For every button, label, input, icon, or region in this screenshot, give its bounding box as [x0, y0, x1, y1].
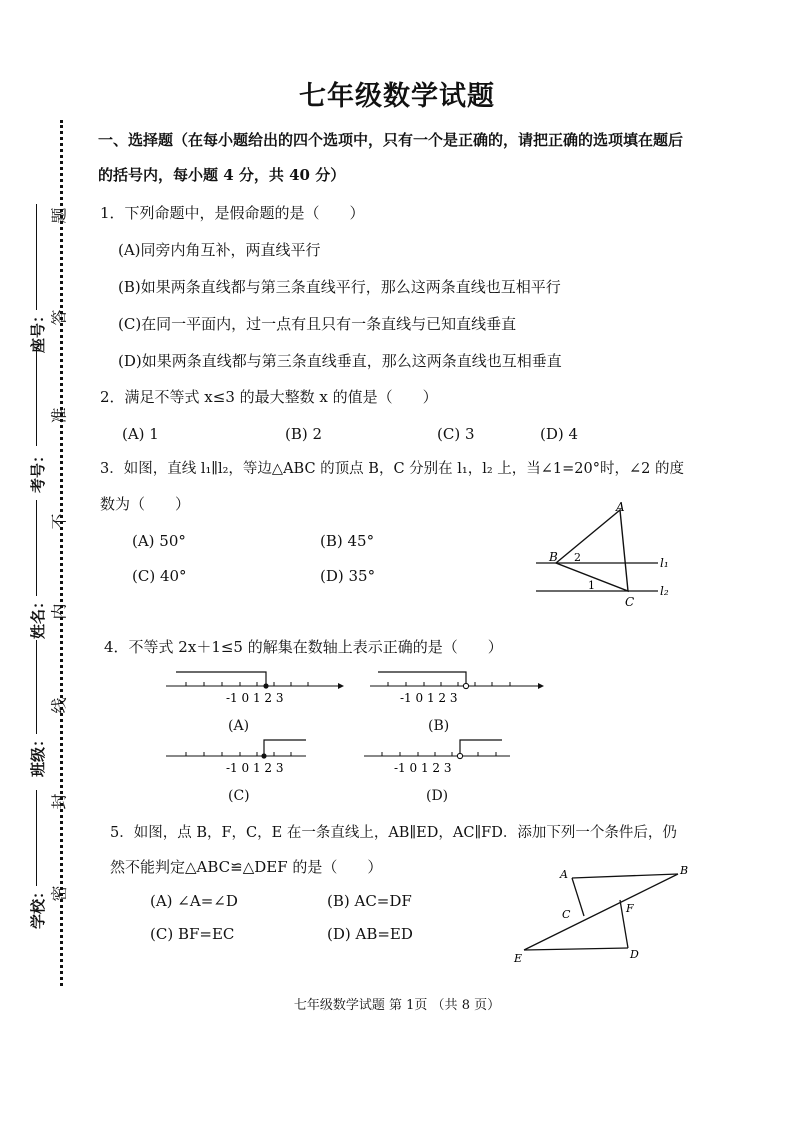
section-heading-line1: 一、选择题（在每小题给出的四个选项中，只有一个是正确的，请把正确的选项填在题后: [98, 131, 684, 149]
q2-option-d: (D) 4: [540, 425, 579, 443]
seal-char: 题: [49, 207, 69, 224]
q5-option-a: (A) ∠A=∠D: [150, 892, 238, 910]
q4-numberline-a: [166, 664, 346, 706]
exam-no-label: 考号：: [29, 447, 47, 493]
exam-no-underline: [36, 348, 37, 446]
q2-option-a: (A) 1: [122, 425, 159, 443]
q5-option-d: (D) AB=ED: [327, 925, 413, 943]
seal-char: 封: [49, 793, 69, 810]
q4-numberline-b: [370, 664, 550, 706]
q1-option-d: (D)如果两条直线都与第三条直线垂直，那么这两条直线也互相垂直: [118, 352, 562, 370]
angle-2-label: 2: [574, 551, 581, 564]
seal-char: 不: [49, 513, 69, 530]
name-underline: [36, 500, 37, 596]
q3-option-d: (D) 35°: [320, 567, 376, 585]
numberline-ticks: -1 0 1 2 3: [400, 691, 458, 705]
q5-option-b: (B) AC=DF: [327, 892, 412, 910]
q4-numberline-d: [364, 734, 524, 776]
q1-option-a: (A)同旁内角互补，两直线平行: [118, 241, 321, 259]
class-underline: [36, 640, 37, 734]
q1-option-b: (B)如果两条直线都与第三条直线平行，那么这两条直线也互相平行: [118, 278, 561, 296]
numberline-ticks: -1 0 1 2 3: [394, 761, 452, 775]
seal-char: 密: [49, 885, 69, 902]
page-title: 七年级数学试题: [299, 81, 495, 112]
name-label: 姓名：: [29, 593, 47, 639]
school-underline: [36, 790, 37, 886]
numberline-ticks: -1 0 1 2 3: [226, 761, 284, 775]
q5-figure: [508, 858, 698, 966]
point-c-label: C: [562, 908, 571, 921]
numberline-ticks: -1 0 1 2 3: [226, 691, 284, 705]
seal-char: 准: [49, 407, 69, 424]
q4-option-b: (B): [428, 718, 450, 734]
q2-stem: 2．满足不等式 x≤3 的最大整数 x 的值是（ ）: [100, 388, 438, 406]
q5-stem-line1: 5．如图，点 B，F，C，E 在一条直线上，AB∥ED，AC∥FD．添加下列一个条件后，仍: [110, 825, 677, 841]
seal-char: 内: [49, 603, 69, 620]
q1-option-c: (C)在同一平面内，过一点有且只有一条直线与已知直线垂直: [118, 315, 517, 333]
seat-label: 座号：: [29, 307, 47, 353]
page-footer: 七年级数学试题 第 1页 （共 8 页）: [293, 998, 501, 1013]
point-a-label: A: [616, 500, 625, 514]
q4-option-a: (A): [228, 718, 250, 734]
q4-option-d: (D): [426, 788, 449, 804]
seat-underline: [36, 204, 37, 310]
school-label: 学校：: [29, 883, 47, 929]
q1-stem: 1．下列命题中，是假命题的是（ ）: [100, 204, 365, 222]
class-label: 班级：: [29, 731, 47, 777]
q3-option-b: (B) 45°: [320, 532, 375, 550]
line-l1-label: l₁: [660, 556, 669, 570]
q4-numberline-c: [166, 734, 316, 776]
q3-option-a: (A) 50°: [132, 532, 186, 550]
section-heading-line2: 的括号内，每小题 4 分，共 40 分）: [98, 166, 346, 184]
q2-option-b: (B) 2: [285, 425, 323, 443]
line-l2-label: l₂: [660, 584, 669, 598]
point-a-label: A: [560, 868, 568, 881]
q4-option-c: (C): [228, 788, 250, 804]
point-b-label: B: [549, 550, 558, 564]
q2-option-c: (C) 3: [437, 425, 475, 443]
q5-option-c: (C) BF=EC: [150, 925, 235, 943]
point-e-label: E: [514, 952, 523, 965]
point-c-label: C: [625, 595, 635, 609]
seal-char: 线: [49, 697, 69, 714]
q5-stem-line2: 然不能判定△ABC≌△DEF 的是（ ）: [110, 858, 383, 876]
seal-dotted-line: [60, 120, 63, 986]
q3-triangle-figure: [530, 498, 680, 613]
point-f-label: F: [626, 902, 634, 915]
seal-char: 答: [49, 309, 69, 326]
point-b-label: B: [680, 864, 689, 877]
q3-stem-line1: 3．如图，直线 l₁∥l₂，等边△ABC 的顶点 B，C 分别在 l₁，l₂ 上，当∠1=20°时，∠2 的度: [100, 461, 684, 477]
point-d-label: D: [630, 948, 639, 961]
angle-1-label: 1: [588, 579, 595, 592]
q3-stem-line2: 数为（ ）: [100, 495, 191, 513]
q4-stem: 4．不等式 2x＋1≤5 的解集在数轴上表示正确的是（ ）: [104, 638, 503, 656]
q3-option-c: (C) 40°: [132, 567, 187, 585]
